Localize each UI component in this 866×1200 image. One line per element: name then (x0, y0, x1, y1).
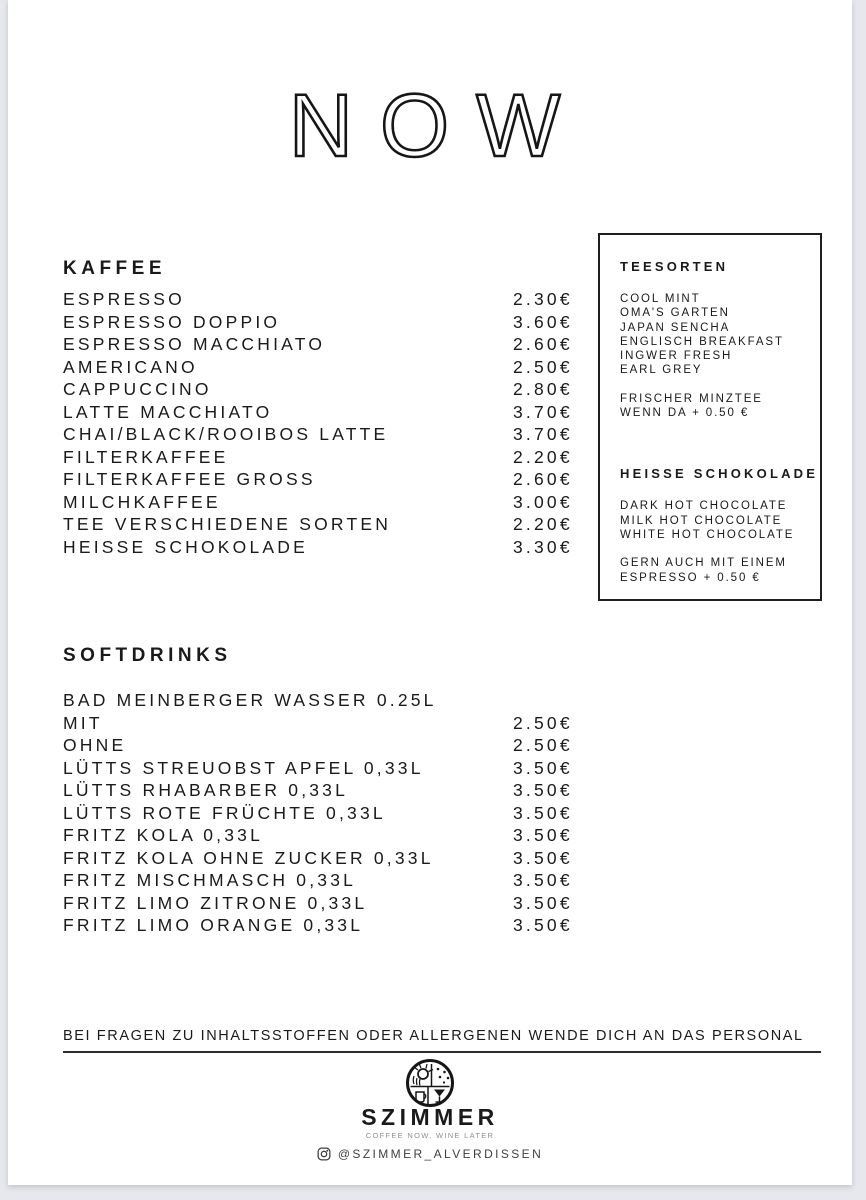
menu-item-price: 3.50€ (513, 780, 573, 801)
menu-item-row (63, 734, 583, 757)
menu-item-price: 3.50€ (513, 757, 573, 778)
menu-item-price: 3.30€ (513, 537, 573, 558)
section-heading-heisse-schokolade: HEISSE SCHOKOLADE (620, 466, 819, 482)
menu-item-price: 3.70€ (513, 401, 573, 422)
menu-item-name: LÜTTS RHABARBER 0,33L (63, 780, 349, 801)
menu-item-name: AMERICANO (63, 356, 198, 377)
menu-item-name: HEISSE SCHOKOLADE (63, 537, 309, 558)
schokolade-item: DARK HOT CHOCOLATE (620, 500, 788, 513)
menu-item-name: MILCHKAFFEE (63, 491, 221, 512)
menu-item-price: 3.50€ (513, 915, 573, 936)
tee-item: EARL GREY (620, 364, 703, 377)
menu-item-row (63, 513, 583, 536)
instagram-handle: @SZIMMER_ALVERDISSEN (337, 1147, 544, 1161)
instagram-icon (317, 1147, 331, 1161)
tee-item: INGWER FRESH (620, 350, 733, 363)
menu-title-now (260, 80, 600, 172)
menu-item-name: MIT (63, 712, 103, 733)
menu-item-row (63, 333, 583, 356)
menu-item-price: 3.60€ (513, 311, 573, 332)
menu-item-price: 2.30€ (513, 289, 573, 309)
menu-item-price: 2.20€ (513, 446, 573, 467)
kaffee-item-list (63, 288, 583, 559)
menu-item-row (63, 401, 583, 424)
section-heading-teesorten: TEESORTEN (620, 259, 729, 274)
menu-item-row (63, 468, 583, 491)
menu-item-row (63, 311, 583, 334)
menu-item-name: FRITZ KOLA OHNE ZUCKER 0,33L (63, 847, 434, 868)
menu-item-row (63, 914, 583, 937)
menu-item-row (63, 446, 583, 469)
schokolade-note-line2: ESPRESSO + 0.50 € (620, 571, 761, 584)
menu-item-name: LÜTTS ROTE FRÜCHTE 0,33L (63, 802, 386, 823)
menu-item-price: 3.00€ (513, 491, 573, 512)
section-heading-kaffee: KAFFEE (63, 258, 166, 279)
tee-note-line1: FRISCHER MINZTEE (620, 392, 763, 405)
menu-item-row (63, 757, 583, 780)
logo-circle-icon (405, 1058, 455, 1108)
menu-item-price: 2.60€ (513, 469, 573, 490)
menu-page (8, 0, 852, 1185)
tee-note (620, 392, 810, 421)
menu-item-name: ESPRESSO (63, 289, 185, 309)
menu-item-row (63, 423, 583, 446)
brand-tagline: COFFEE NOW, WINE LATER (365, 1131, 495, 1140)
tee-item: OMA'S GARTEN (620, 307, 730, 320)
section-heading-softdrinks: SOFTDRINKS (63, 645, 232, 666)
menu-item-row (63, 378, 583, 401)
menu-item-name: FRITZ LIMO ZITRONE 0,33L (63, 892, 368, 913)
menu-item-price: 3.50€ (513, 870, 573, 891)
menu-item-price: 3.50€ (513, 802, 573, 823)
menu-item-name: ESPRESSO MACCHIATO (63, 334, 326, 355)
allergen-note: BEI FRAGEN ZU INHALTSSTOFFEN ODER ALLERGENEN WENDE DICH AN DAS PERSONAL (63, 1028, 821, 1053)
menu-item-row (63, 712, 583, 735)
menu-item-price: 2.50€ (513, 356, 573, 377)
menu-item-row (63, 536, 583, 559)
instagram-row (8, 1147, 852, 1161)
tee-item: COOL MINT (620, 293, 701, 305)
menu-item-price: 3.50€ (513, 892, 573, 913)
menu-item-name: OHNE (63, 735, 127, 756)
tee-note-line2: WENN DA + 0.50 € (620, 407, 750, 420)
menu-item-name: ESPRESSO DOPPIO (63, 311, 281, 332)
menu-item-name: LÜTTS STREUOBST APFEL 0,33L (63, 757, 424, 778)
menu-item-price: 2.50€ (513, 712, 573, 733)
menu-item-price: 2.50€ (513, 735, 573, 756)
schokolade-note (620, 556, 810, 585)
menu-item-row (63, 802, 583, 825)
tee-item-list (620, 292, 810, 378)
menu-item-price: 3.70€ (513, 424, 573, 445)
menu-item-price: 2.80€ (513, 379, 573, 400)
menu-item-name: FRITZ LIMO ORANGE 0,33L (63, 915, 364, 936)
menu-item-name: FILTERKAFFEE (63, 446, 229, 467)
menu-item-price: 3.50€ (513, 847, 573, 868)
schokolade-item: MILK HOT CHOCOLATE (620, 514, 783, 527)
schokolade-item: WHITE HOT CHOCOLATE (620, 528, 795, 541)
tee-item: JAPAN SENCHA (620, 321, 731, 334)
menu-item-row (63, 689, 583, 712)
menu-item-name: TEE VERSCHIEDENE SORTEN (63, 514, 392, 535)
menu-item-name: FILTERKAFFEE GROSS (63, 469, 316, 490)
menu-item-name: LATTE MACCHIATO (63, 401, 273, 422)
tee-item: ENGLISCH BREAKFAST (620, 335, 784, 348)
menu-item-name: CHAI/BLACK/ROOIBOS LATTE (63, 424, 389, 445)
menu-title-text: NOW (288, 80, 588, 172)
schokolade-item-list (620, 499, 810, 542)
menu-item-row (63, 824, 583, 847)
menu-item-price: 2.20€ (513, 514, 573, 535)
menu-item-row (63, 288, 583, 311)
menu-item-price: 2.60€ (513, 334, 573, 355)
schokolade-note-line1: GERN AUCH MIT EINEM (620, 557, 787, 570)
menu-item-name: CAPPUCCINO (63, 379, 212, 400)
menu-item-name: FRITZ KOLA 0,33L (63, 825, 264, 846)
menu-title-wrap (8, 80, 852, 177)
tea-and-chocolate-box (598, 233, 822, 601)
menu-item-row (63, 356, 583, 379)
brand-name: SZIMMER (361, 1104, 499, 1130)
softdrinks-item-list (63, 689, 583, 937)
menu-item-row (63, 779, 583, 802)
menu-item-name: BAD MEINBERGER WASSER 0.25L (63, 690, 437, 710)
menu-item-row (63, 847, 583, 870)
menu-item-name: FRITZ MISCHMASCH 0,33L (63, 870, 357, 891)
menu-item-row (63, 869, 583, 892)
menu-item-row (63, 491, 583, 514)
menu-item-row (63, 892, 583, 915)
menu-item-price: 3.50€ (513, 825, 573, 846)
